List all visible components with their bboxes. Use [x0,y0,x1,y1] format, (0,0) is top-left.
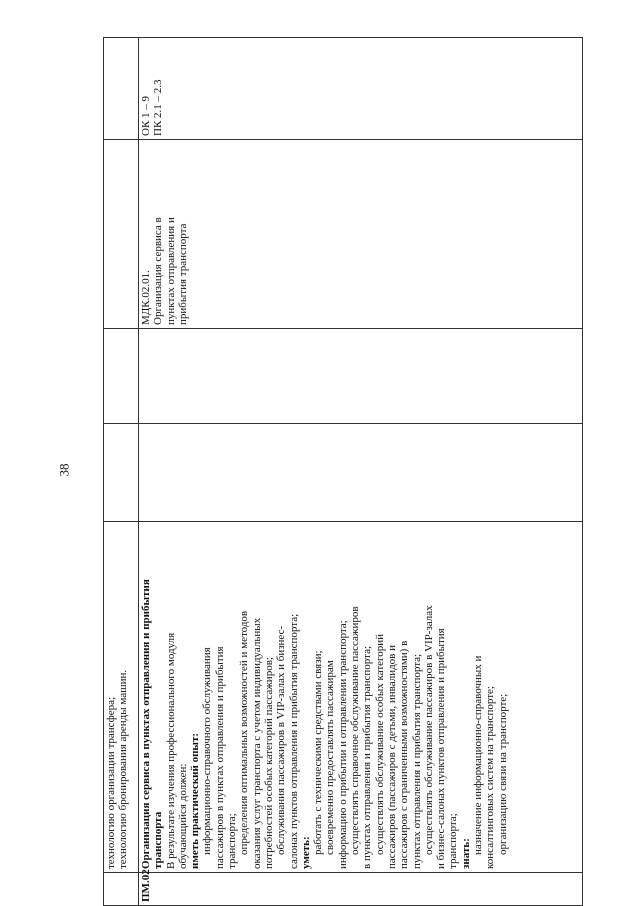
knowledge-line: организацию связи на транспорте; [496,693,509,855]
experience-heading: иметь практический опыт: [189,732,202,869]
experience-line: транспорта; [226,813,239,869]
continuation-line: технологию бронирования аренды машин. [117,669,130,869]
continuation-content-cell [104,522,139,873]
intro-line: обучающийся должен: [176,763,189,869]
skills-line: работать с техническими средствами связи; [312,650,325,855]
skills-line: осуществлять обслуживание особых категорий [373,633,386,855]
experience-line: информационно-справочного обслуживания [201,647,214,855]
skills-line: осуществлять справочное обслуживание пассажиров [349,606,362,855]
experience-line: оказания услуг транспорта с учетом индивидуальных [250,617,263,869]
skills-line: осуществлять обслуживание пассажиров в VIP-залах [422,605,435,855]
intro-line: В результате изучения профессионального модуля [164,632,177,869]
competencies-cell [139,38,583,140]
knowledge-line: консалтинговых систем на транспорте; [484,686,497,869]
skills-line: в пунктах отправления и прибытия транспорта; [361,645,374,869]
module-content-cell [139,522,583,873]
skills-line: пассажиров (пассажиров с детьми, инвалидов и [385,644,398,869]
skills-line: пунктах отправления и прибытия транспорта; [410,653,423,869]
experience-line: определения оптимальных возможностей и методов [238,610,251,855]
mdk-line: пунктах отправления и [164,217,177,325]
experience-line: пассажиров в пунктах отправления и прибытия [213,646,226,869]
module-code: ПМ.02 [140,869,152,902]
competency-ok: ОК 1 – 9 [140,95,152,136]
skills-line: своевременно предоставлять пассажирам [324,660,337,855]
empty-cell [139,424,583,522]
knowledge-line: назначение информационно-справочных и [472,655,485,855]
skills-line: информацию о прибытии и отправлении транспорта; [336,620,349,869]
experience-line: потребностей особых категорий пассажиров; [262,657,275,869]
continuation-code-cell [104,873,139,906]
continuation-row [104,38,139,906]
page-number: 38 [56,463,72,477]
mdk-line: Организация сервиса в [152,217,165,325]
mdk-cell [139,140,583,329]
competency-pk: ПК 2.1 – 2.3 [152,79,165,136]
curriculum-table [103,37,583,906]
module-code-cell [139,869,583,906]
mdk-line: МДК.02.01. [140,270,152,325]
empty-cell [139,329,583,424]
skills-line: пассажиров с ограниченными возможностями) в [398,640,411,869]
skills-heading: уметь: [299,836,312,869]
experience-line: обслуживания пассажиров в VIP-залах и бизнес- [275,625,288,855]
knowledge-heading: знать: [459,838,472,869]
mdk-line: прибытия транспорта [176,223,189,325]
skills-line: и бизнес-салонах пунктов отправления и прибытия [435,628,448,869]
rotated-page-content [103,38,583,906]
skills-line: транспорта; [447,813,460,869]
module-title: Организация сервиса в пунктах отправления и прибытия транспорта [140,579,165,869]
continuation-line: технологию организации трансфера; [105,696,117,869]
experience-line: салонах пунктов отправления и прибытия транспорта; [287,613,300,869]
module-row [139,38,583,906]
